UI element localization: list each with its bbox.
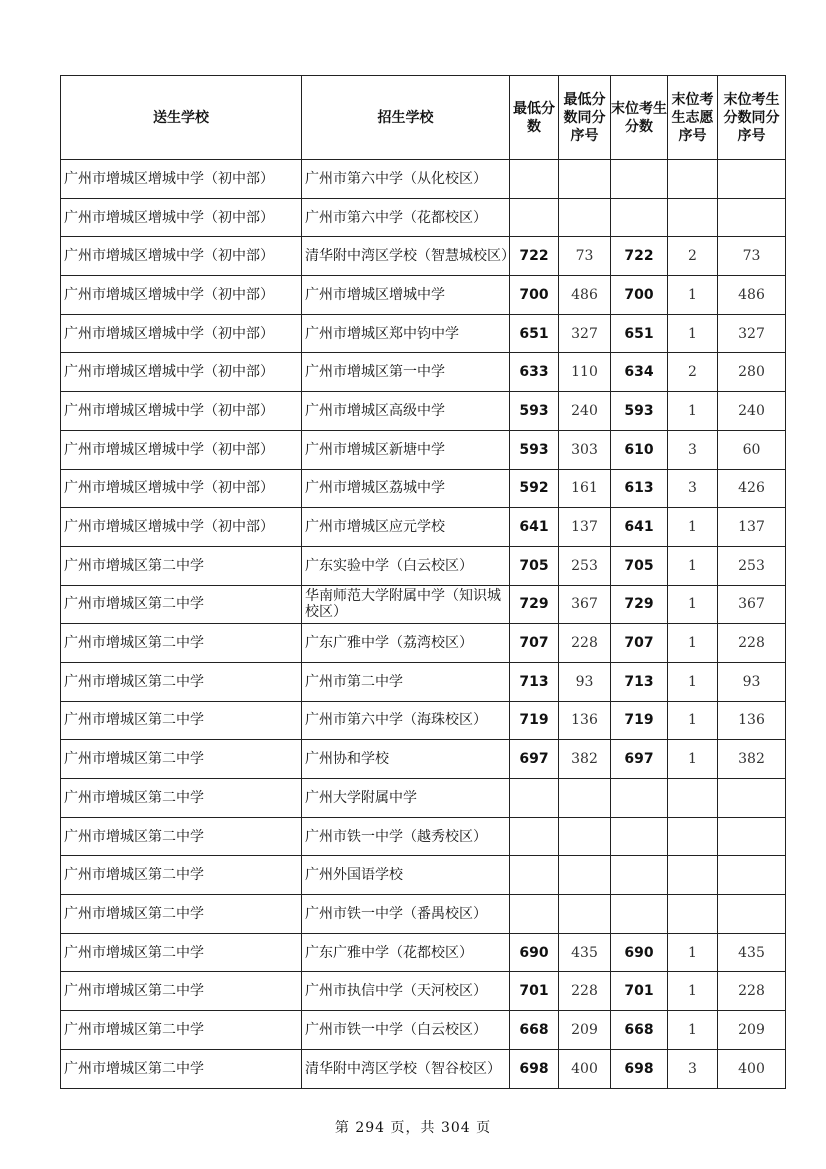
last-pref-cell: 3	[668, 469, 718, 508]
min-score-cell: 701	[510, 972, 559, 1011]
table-row	[61, 508, 786, 547]
min-score-cell	[510, 160, 559, 199]
last-pref-cell: 1	[668, 314, 718, 353]
table-row	[61, 314, 786, 353]
min-score-rank-cell: 253	[559, 546, 611, 585]
last-score-cell: 729	[611, 585, 668, 624]
recv-school-cell: 广州市第六中学（从化校区）	[302, 160, 510, 199]
recv-school-cell: 清华附中湾区学校（智慧城校区）	[302, 237, 510, 276]
last-pref-cell	[668, 198, 718, 237]
table-row	[61, 933, 786, 972]
min-score-rank-cell: 137	[559, 508, 611, 547]
send-school-cell: 广州市增城区增城中学（初中部）	[61, 508, 302, 547]
last-rank-cell	[718, 160, 786, 199]
last-rank-cell: 93	[718, 662, 786, 701]
send-school-cell: 广州市增城区增城中学（初中部）	[61, 198, 302, 237]
send-school-cell: 广州市增城区第二中学	[61, 585, 302, 624]
last-score-cell: 719	[611, 701, 668, 740]
last-rank-cell: 426	[718, 469, 786, 508]
min-score-rank-cell: 136	[559, 701, 611, 740]
recv-school-cell: 广州市第六中学（花都校区）	[302, 198, 510, 237]
table-row	[61, 856, 786, 895]
min-score-cell: 651	[510, 314, 559, 353]
send-school-cell: 广州市增城区增城中学（初中部）	[61, 160, 302, 199]
min-score-cell: 690	[510, 933, 559, 972]
last-score-cell	[611, 895, 668, 934]
table-row	[61, 972, 786, 1011]
table-row	[61, 392, 786, 431]
table-row	[61, 624, 786, 663]
last-rank-cell	[718, 856, 786, 895]
last-score-cell	[611, 779, 668, 818]
recv-school-cell: 广州市增城区荔城中学	[302, 469, 510, 508]
last-rank-cell	[718, 895, 786, 934]
min-score-rank-cell: 228	[559, 972, 611, 1011]
min-score-rank-cell	[559, 856, 611, 895]
last-pref-cell	[668, 856, 718, 895]
recv-school-cell: 广州市增城区高级中学	[302, 392, 510, 431]
send-school-cell: 广州市增城区增城中学（初中部）	[61, 469, 302, 508]
send-school-cell: 广州市增城区第二中学	[61, 701, 302, 740]
last-pref-cell: 1	[668, 933, 718, 972]
min-score-cell: 705	[510, 546, 559, 585]
header-last-rank: 末位考生分数同分序号	[718, 76, 786, 160]
table-row	[61, 1011, 786, 1050]
min-score-rank-cell: 240	[559, 392, 611, 431]
header-recv-school: 招生学校	[302, 76, 510, 160]
last-rank-cell	[718, 198, 786, 237]
last-score-cell: 707	[611, 624, 668, 663]
last-score-cell: 651	[611, 314, 668, 353]
last-pref-cell	[668, 160, 718, 199]
last-pref-cell	[668, 817, 718, 856]
recv-school-cell: 广东广雅中学（花都校区）	[302, 933, 510, 972]
recv-school-cell: 广州市铁一中学（番禺校区）	[302, 895, 510, 934]
send-school-cell: 广州市增城区第二中学	[61, 546, 302, 585]
min-score-cell: 698	[510, 1049, 559, 1088]
last-pref-cell: 1	[668, 585, 718, 624]
last-score-cell	[611, 198, 668, 237]
send-school-cell: 广州市增城区第二中学	[61, 933, 302, 972]
recv-school-cell: 广州市铁一中学（越秀校区）	[302, 817, 510, 856]
last-rank-cell: 209	[718, 1011, 786, 1050]
min-score-rank-cell: 73	[559, 237, 611, 276]
recv-school-cell: 广州市执信中学（天河校区）	[302, 972, 510, 1011]
recv-school-cell: 广州市增城区第一中学	[302, 353, 510, 392]
table-row	[61, 546, 786, 585]
send-school-cell: 广州市增城区第二中学	[61, 624, 302, 663]
last-rank-cell: 137	[718, 508, 786, 547]
last-score-cell: 698	[611, 1049, 668, 1088]
min-score-rank-cell: 435	[559, 933, 611, 972]
send-school-cell: 广州市增城区增城中学（初中部）	[61, 430, 302, 469]
min-score-cell: 593	[510, 392, 559, 431]
min-score-rank-cell: 228	[559, 624, 611, 663]
last-score-cell: 722	[611, 237, 668, 276]
last-rank-cell: 367	[718, 585, 786, 624]
send-school-cell: 广州市增城区第二中学	[61, 779, 302, 818]
recv-school-cell: 广州市铁一中学（白云校区）	[302, 1011, 510, 1050]
last-rank-cell: 136	[718, 701, 786, 740]
last-score-cell: 641	[611, 508, 668, 547]
header-min-score-rank: 最低分数同分序号	[559, 76, 611, 160]
table-row	[61, 237, 786, 276]
last-rank-cell	[718, 817, 786, 856]
send-school-cell: 广州市增城区第二中学	[61, 1049, 302, 1088]
recv-school-cell: 广州大学附属中学	[302, 779, 510, 818]
last-rank-cell	[718, 779, 786, 818]
min-score-cell: 719	[510, 701, 559, 740]
min-score-rank-cell: 400	[559, 1049, 611, 1088]
send-school-cell: 广州市增城区第二中学	[61, 972, 302, 1011]
table-row	[61, 779, 786, 818]
last-rank-cell: 228	[718, 972, 786, 1011]
min-score-rank-cell	[559, 198, 611, 237]
last-rank-cell: 486	[718, 276, 786, 315]
min-score-cell	[510, 817, 559, 856]
last-score-cell	[611, 856, 668, 895]
table-row	[61, 353, 786, 392]
last-score-cell: 700	[611, 276, 668, 315]
min-score-cell: 700	[510, 276, 559, 315]
send-school-cell: 广州市增城区增城中学（初中部）	[61, 314, 302, 353]
last-score-cell: 593	[611, 392, 668, 431]
send-school-cell: 广州市增城区第二中学	[61, 856, 302, 895]
last-score-cell	[611, 160, 668, 199]
last-pref-cell: 1	[668, 740, 718, 779]
table-row	[61, 817, 786, 856]
min-score-cell	[510, 895, 559, 934]
min-score-rank-cell: 486	[559, 276, 611, 315]
send-school-cell: 广州市增城区第二中学	[61, 662, 302, 701]
min-score-cell	[510, 779, 559, 818]
min-score-cell	[510, 856, 559, 895]
last-score-cell: 701	[611, 972, 668, 1011]
table-row	[61, 662, 786, 701]
header-last-pref: 末位考生志愿序号	[668, 76, 718, 160]
table-row	[61, 740, 786, 779]
last-pref-cell: 1	[668, 508, 718, 547]
send-school-cell: 广州市增城区增城中学（初中部）	[61, 276, 302, 315]
send-school-cell: 广州市增城区增城中学（初中部）	[61, 392, 302, 431]
recv-school-cell: 华南师范大学附属中学（知识城校区）	[302, 585, 510, 624]
min-score-rank-cell	[559, 160, 611, 199]
min-score-cell: 729	[510, 585, 559, 624]
last-rank-cell: 280	[718, 353, 786, 392]
min-score-cell: 593	[510, 430, 559, 469]
send-school-cell: 广州市增城区第二中学	[61, 895, 302, 934]
min-score-rank-cell: 93	[559, 662, 611, 701]
last-rank-cell: 382	[718, 740, 786, 779]
min-score-cell: 668	[510, 1011, 559, 1050]
recv-school-cell: 广州市第二中学	[302, 662, 510, 701]
last-pref-cell: 1	[668, 701, 718, 740]
recv-school-cell: 广州市增城区郑中钧中学	[302, 314, 510, 353]
recv-school-cell: 广州市增城区增城中学	[302, 276, 510, 315]
min-score-cell	[510, 198, 559, 237]
last-score-cell: 610	[611, 430, 668, 469]
min-score-cell: 641	[510, 508, 559, 547]
table-row	[61, 276, 786, 315]
min-score-rank-cell	[559, 817, 611, 856]
send-school-cell: 广州市增城区第二中学	[61, 1011, 302, 1050]
send-school-cell: 广州市增城区增城中学（初中部）	[61, 237, 302, 276]
min-score-cell: 633	[510, 353, 559, 392]
recv-school-cell: 广州市增城区应元学校	[302, 508, 510, 547]
recv-school-cell: 广州外国语学校	[302, 856, 510, 895]
last-rank-cell: 435	[718, 933, 786, 972]
send-school-cell: 广州市增城区第二中学	[61, 817, 302, 856]
last-score-cell	[611, 817, 668, 856]
min-score-rank-cell	[559, 895, 611, 934]
last-rank-cell: 240	[718, 392, 786, 431]
recv-school-cell: 广州市增城区新塘中学	[302, 430, 510, 469]
last-pref-cell: 1	[668, 546, 718, 585]
table-header-row	[61, 76, 786, 160]
min-score-cell: 592	[510, 469, 559, 508]
last-pref-cell: 3	[668, 1049, 718, 1088]
min-score-cell: 713	[510, 662, 559, 701]
header-last-score: 末位考生分数	[611, 76, 668, 160]
min-score-cell: 707	[510, 624, 559, 663]
last-pref-cell: 1	[668, 392, 718, 431]
last-rank-cell: 327	[718, 314, 786, 353]
header-send-school: 送生学校	[61, 76, 302, 160]
last-score-cell: 668	[611, 1011, 668, 1050]
min-score-rank-cell	[559, 779, 611, 818]
last-pref-cell: 1	[668, 276, 718, 315]
last-pref-cell: 1	[668, 1011, 718, 1050]
min-score-rank-cell: 327	[559, 314, 611, 353]
table-row	[61, 701, 786, 740]
last-pref-cell: 1	[668, 972, 718, 1011]
last-pref-cell: 3	[668, 430, 718, 469]
last-rank-cell: 400	[718, 1049, 786, 1088]
last-pref-cell	[668, 779, 718, 818]
last-score-cell: 690	[611, 933, 668, 972]
recv-school-cell: 清华附中湾区学校（智谷校区）	[302, 1049, 510, 1088]
page-footer: 第 294 页，共 304 页	[334, 1120, 492, 1136]
last-pref-cell: 2	[668, 237, 718, 276]
last-pref-cell: 1	[668, 624, 718, 663]
header-min-score: 最低分数	[510, 76, 559, 160]
table-row	[61, 160, 786, 199]
recv-school-cell: 广东广雅中学（荔湾校区）	[302, 624, 510, 663]
send-school-cell: 广州市增城区第二中学	[61, 740, 302, 779]
table-row	[61, 430, 786, 469]
send-school-cell: 广州市增城区增城中学（初中部）	[61, 353, 302, 392]
last-score-cell: 713	[611, 662, 668, 701]
last-rank-cell: 228	[718, 624, 786, 663]
last-score-cell: 705	[611, 546, 668, 585]
recv-school-cell: 广州市第六中学（海珠校区）	[302, 701, 510, 740]
last-pref-cell: 2	[668, 353, 718, 392]
last-pref-cell: 1	[668, 662, 718, 701]
last-rank-cell: 73	[718, 237, 786, 276]
table-row	[61, 585, 786, 624]
min-score-rank-cell: 382	[559, 740, 611, 779]
min-score-cell: 722	[510, 237, 559, 276]
min-score-rank-cell: 161	[559, 469, 611, 508]
table-row	[61, 469, 786, 508]
last-score-cell: 697	[611, 740, 668, 779]
min-score-rank-cell: 367	[559, 585, 611, 624]
last-score-cell: 613	[611, 469, 668, 508]
recv-school-cell: 广州协和学校	[302, 740, 510, 779]
recv-school-cell: 广东实验中学（白云校区）	[302, 546, 510, 585]
table-row	[61, 895, 786, 934]
score-table	[60, 75, 786, 1089]
last-rank-cell: 60	[718, 430, 786, 469]
min-score-rank-cell: 303	[559, 430, 611, 469]
last-score-cell: 634	[611, 353, 668, 392]
last-pref-cell	[668, 895, 718, 934]
min-score-cell: 697	[510, 740, 559, 779]
last-rank-cell: 253	[718, 546, 786, 585]
min-score-rank-cell: 110	[559, 353, 611, 392]
table-row	[61, 1049, 786, 1088]
min-score-rank-cell: 209	[559, 1011, 611, 1050]
table-row	[61, 198, 786, 237]
